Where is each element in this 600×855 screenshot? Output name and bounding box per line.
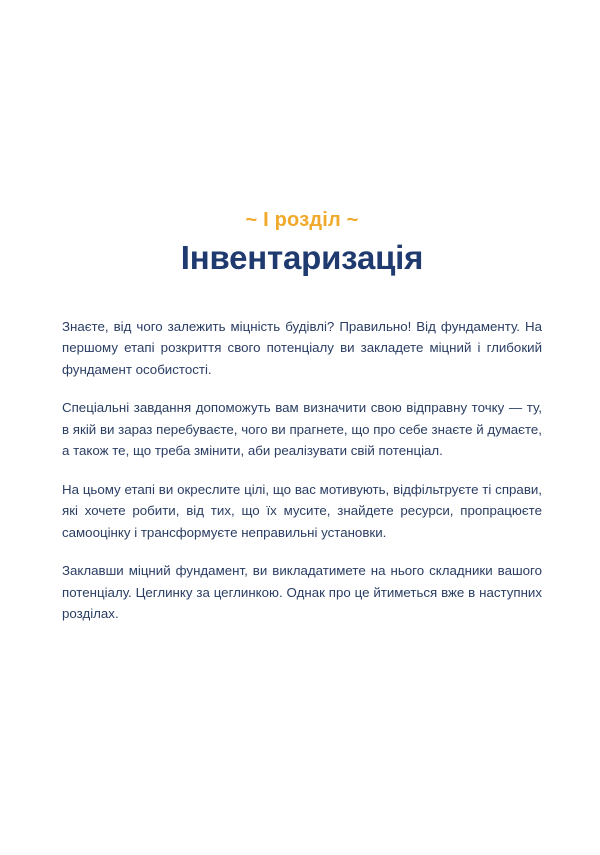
page-title: Інвентаризація bbox=[180, 239, 424, 276]
paragraph: Заклавши міцний фундамент, ви викладатимете на нього складники вашого потенціалу. Цеглинку за цеглинкою. Однак про це йтиметься вже в наступних розділах. bbox=[62, 563, 542, 622]
paragraph: На цьому етапі ви окреслите цілі, що вас мотивують, відфільтруєте ті справи, які хочете робити, від тих, що їх мусите, знайдете ресурси, пропрацюєте самооцінку і трансформуєте неправильні установки. bbox=[62, 481, 542, 540]
chapter-label: ~ I розділ ~ bbox=[245, 209, 359, 231]
paragraph: Спеціальні завдання допоможуть вам визначити свою відправну точку — ту, в якій ви зараз перебуваєте, чого ви прагнете, що про себе знаєте й думаєте, а також те, що треба змінити, аби реалізувати свій потенціал. bbox=[62, 400, 542, 459]
paragraph: Знаєте, від чого залежить міцність будівлі? Правильно! Від фундаменту. На першому етапі розкриття свого потенціалу ви закладете міцний і глибокий фундамент особистості. bbox=[62, 318, 542, 377]
chapter-content bbox=[62, 208, 542, 625]
body-text bbox=[62, 316, 542, 625]
